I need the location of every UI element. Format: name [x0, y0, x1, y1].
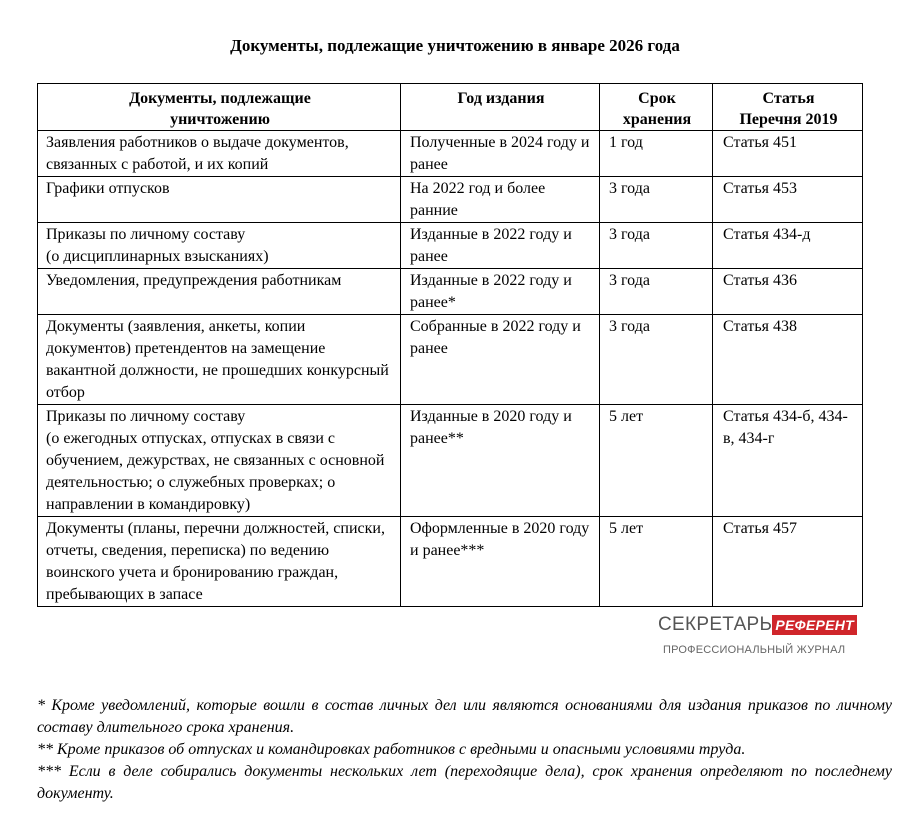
table-row [38, 223, 863, 269]
cell-document: Документы (планы, перечни должностей, списки, отчеты, сведения, переписка) по ведению воинского учета и бронированию граждан, пребывающих в запасе [38, 517, 401, 607]
cell-year: На 2022 год и более ранние [401, 177, 600, 223]
table-row [38, 177, 863, 223]
cell-document: Уведомления, предупреждения работникам [38, 269, 401, 315]
cell-article: Статья 451 [713, 131, 863, 177]
cell-term: 5 лет [600, 405, 713, 517]
cell-year: Оформленные в 2020 году и ранее*** [401, 517, 600, 607]
header-article: Статья Перечня 2019 [713, 84, 863, 131]
logo-subtitle: ПРОФЕССИОНАЛЬНЫЙ ЖУРНАЛ [663, 644, 846, 656]
cell-document: Графики отпусков [38, 177, 401, 223]
cell-year: Полученные в 2024 году и ранее [401, 131, 600, 177]
cell-term: 3 года [600, 269, 713, 315]
header-documents: Документы, подлежащие уничтожению [38, 84, 401, 131]
cell-term: 3 года [600, 177, 713, 223]
table-row [38, 269, 863, 315]
cell-term: 3 года [600, 315, 713, 405]
cell-document: Приказы по личному составу (о ежегодных отпусках, отпусках в связи с обучением, дежурствах, не связанных с основной деятельностью; о служебных проверках; о направлении в командировку) [38, 405, 401, 517]
logo-word: СЕКРЕТАРЬ [658, 614, 773, 635]
cell-document: Приказы по личному составу (о дисциплинарных взысканиях) [38, 223, 401, 269]
table-row [38, 315, 863, 405]
page-title: Документы, подлежащие уничтожению в январе 2026 года [230, 36, 680, 55]
cell-term: 5 лет [600, 517, 713, 607]
table-row [38, 405, 863, 517]
table-row [38, 517, 863, 607]
cell-term: 3 года [600, 223, 713, 269]
cell-article: Статья 436 [713, 269, 863, 315]
cell-document: Заявления работников о выдаче документов, связанных с работой, и их копий [38, 131, 401, 177]
table-row [38, 131, 863, 177]
cell-article: Статья 453 [713, 177, 863, 223]
footnote: * Кроме уведомлений, которые вошли в состав личных дел или являются основаниями для издания приказов по личному составу длительного срока хранения. [37, 697, 892, 736]
cell-year: Собранные в 2022 году и ранее [401, 315, 600, 405]
cell-article: Статья 434-б, 434-в, 434-г [713, 405, 863, 517]
magazine-logo [658, 614, 853, 660]
cell-document: Документы (заявления, анкеты, копии документов) претендентов на замещение вакантной должности, не прошедших конкурсный отбор [38, 315, 401, 405]
footnote: *** Если в деле собирались документы нескольких лет (переходящие дела), срок хранения определяют по последнему документу. [37, 763, 892, 802]
footnote: ** Кроме приказов об отпусках и командировках работников с вредными и опасными условиями труда. [37, 741, 746, 758]
cell-article: Статья 438 [713, 315, 863, 405]
footnotes [37, 695, 892, 805]
header-term: Срок хранения [600, 84, 713, 131]
header-year: Год издания [401, 84, 600, 131]
logo-red-badge: РЕФЕРЕНТ [772, 615, 857, 635]
table-header-row [38, 84, 863, 131]
cell-year: Изданные в 2022 году и ранее* [401, 269, 600, 315]
cell-article: Статья 434-д [713, 223, 863, 269]
cell-year: Изданные в 2020 году и ранее** [401, 405, 600, 517]
cell-term: 1 год [600, 131, 713, 177]
cell-year: Изданные в 2022 году и ранее [401, 223, 600, 269]
cell-article: Статья 457 [713, 517, 863, 607]
documents-table [37, 83, 863, 607]
